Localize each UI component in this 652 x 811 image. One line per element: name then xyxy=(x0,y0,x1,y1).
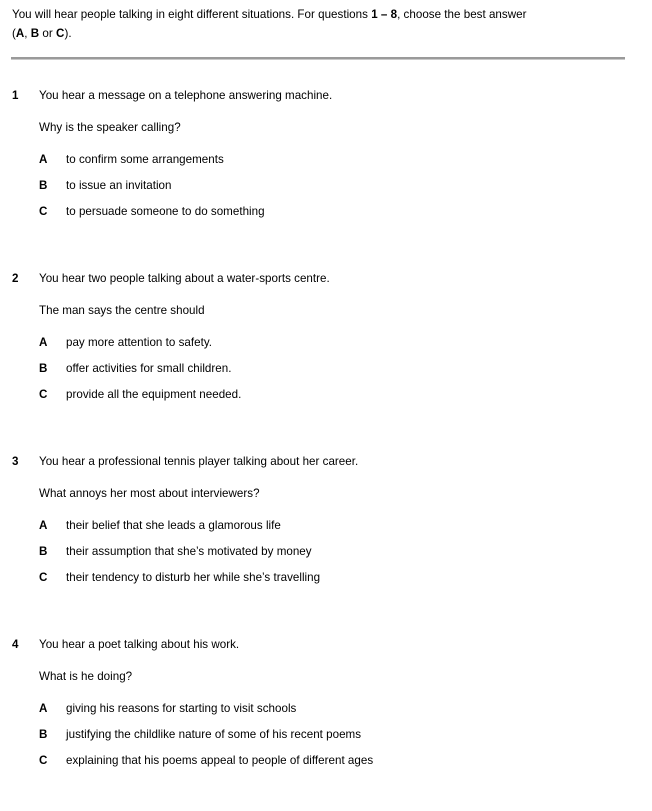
question-4-options xyxy=(0,700,652,778)
instructions-option-c: C xyxy=(56,26,65,40)
option-row[interactable] xyxy=(0,177,652,203)
instructions-sep-2: or xyxy=(39,26,57,40)
option-row[interactable] xyxy=(0,151,652,177)
question-1-heading xyxy=(0,87,652,105)
option-text: provide all the equipment needed. xyxy=(66,388,242,401)
option-row[interactable] xyxy=(0,543,652,569)
option-row[interactable] xyxy=(0,334,652,360)
instructions-option-b: B xyxy=(30,26,40,40)
option-text: to persuade someone to do something xyxy=(66,205,265,218)
instructions-paren-close: ). xyxy=(64,26,72,40)
option-text: to confirm some arrangements xyxy=(66,153,224,166)
question-2-heading xyxy=(0,270,652,288)
option-text: to issue an invitation xyxy=(66,179,172,192)
question-block-3 xyxy=(0,453,652,584)
question-3-heading xyxy=(0,453,652,471)
question-4-context: You hear a poet talking about his work. xyxy=(39,638,240,651)
instructions-option-a: A xyxy=(15,26,25,40)
question-2-context: You hear two people talking about a water-sports centre. xyxy=(39,272,330,285)
option-text: giving his reasons for starting to visit schools xyxy=(66,702,297,715)
question-4-prompt: What is he doing? xyxy=(39,670,133,683)
instructions-paren-open: ( xyxy=(12,26,16,40)
option-text: justifying the childlike nature of some of his recent poems xyxy=(66,728,362,741)
question-3-number: 3 xyxy=(12,455,19,468)
option-letter: C xyxy=(39,754,48,767)
instructions-question-range: 1 – 8 xyxy=(371,8,398,21)
option-letter: A xyxy=(39,519,48,532)
option-letter: B xyxy=(39,545,48,558)
option-row[interactable] xyxy=(0,569,652,595)
option-letter: B xyxy=(39,728,48,741)
option-row[interactable] xyxy=(0,726,652,752)
question-2-number: 2 xyxy=(12,272,19,285)
question-3-context: You hear a professional tennis player talking about her career. xyxy=(39,455,359,468)
option-text: their tendency to disturb her while she’s travelling xyxy=(66,571,321,584)
question-1-number: 1 xyxy=(12,89,19,102)
question-1-options xyxy=(0,151,652,229)
option-letter: C xyxy=(39,205,48,218)
question-block-2 xyxy=(0,270,652,401)
instructions-paragraph xyxy=(12,6,630,43)
option-text: explaining that his poems appeal to people of different ages xyxy=(66,754,374,767)
option-letter: C xyxy=(39,571,48,584)
question-1-prompt: Why is the speaker calling? xyxy=(39,121,181,134)
option-text: their assumption that she’s motivated by money xyxy=(66,545,312,558)
option-letter: A xyxy=(39,702,48,715)
option-row[interactable] xyxy=(0,700,652,726)
option-letter: B xyxy=(39,179,48,192)
option-text: pay more attention to safety. xyxy=(66,336,213,349)
option-row[interactable] xyxy=(0,517,652,543)
question-3-options xyxy=(0,517,652,595)
option-letter: B xyxy=(39,362,48,375)
option-row[interactable] xyxy=(0,386,652,412)
question-block-1 xyxy=(0,87,652,218)
option-letter: C xyxy=(39,388,48,401)
option-row[interactable] xyxy=(0,203,652,229)
question-2-prompt: The man says the centre should xyxy=(39,304,205,317)
question-1-context: You hear a message on a telephone answering machine. xyxy=(39,89,333,102)
option-letter: A xyxy=(39,336,48,349)
question-2-options xyxy=(0,334,652,412)
question-block-4 xyxy=(0,636,652,767)
question-3-prompt: What annoys her most about interviewers? xyxy=(39,487,260,500)
question-4-heading xyxy=(0,636,652,654)
horizontal-divider xyxy=(11,57,625,60)
instructions-line1-tail: , choose the best answer xyxy=(397,8,527,21)
option-row[interactable] xyxy=(0,360,652,386)
question-4-number: 4 xyxy=(12,638,19,651)
option-text: offer activities for small children. xyxy=(66,362,232,375)
instructions-sep-1: , xyxy=(24,26,31,40)
option-row[interactable] xyxy=(0,752,652,778)
instructions-line1-lead: You will hear people talking in eight different situations. For questions xyxy=(12,8,372,21)
option-text: their belief that she leads a glamorous life xyxy=(66,519,281,532)
option-letter: A xyxy=(39,153,48,166)
